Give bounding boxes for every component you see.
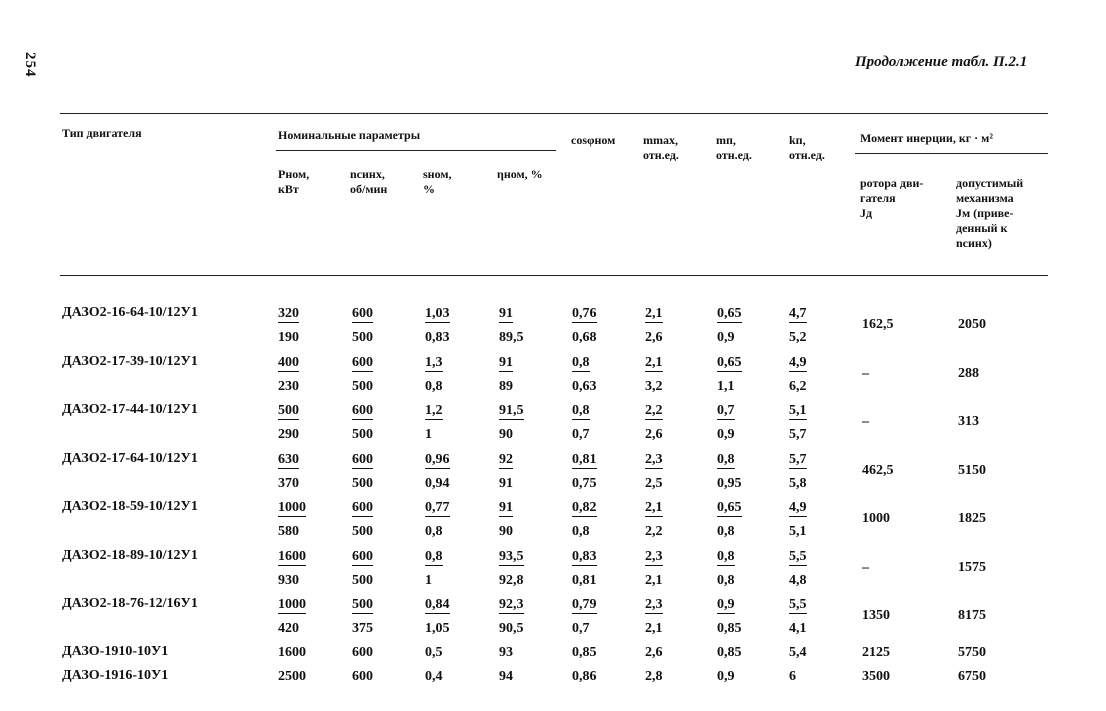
nominal-value: 0,8: [425, 548, 443, 564]
nominal-value: 0,82: [572, 500, 597, 515]
mechanism-inertia: 2050: [958, 317, 986, 332]
reduced-value: 0,8: [717, 572, 735, 588]
reduced-value: 5,7: [789, 427, 807, 442]
nominal-value: 2,3: [645, 597, 663, 612]
reduced-value: 0,8: [425, 378, 443, 394]
reduced-value: 90: [499, 524, 513, 539]
param-value: 6: [789, 669, 796, 684]
reduced-value: 1,1: [717, 378, 735, 394]
reduced-value: 5,8: [789, 475, 807, 491]
nominal-value: 0,84: [425, 597, 450, 612]
reduced-value: 0,81: [572, 572, 597, 588]
reduced-value: 500: [352, 475, 373, 491]
reduced-value: 1: [425, 427, 432, 442]
nominal-value: 5,1: [789, 403, 807, 418]
param-value: 0,86: [572, 669, 597, 684]
nominal-value: 320: [278, 306, 299, 321]
param-value: 600: [352, 669, 373, 684]
mechanism-inertia: 6750: [958, 669, 986, 684]
rotor-inertia: 162,5: [862, 317, 894, 332]
reduced-value: 2,5: [645, 475, 663, 491]
mechanism-inertia: 5150: [958, 462, 986, 478]
param-value: 0,85: [717, 645, 742, 660]
reduced-value: 0,95: [717, 475, 742, 491]
nominal-value: 4,9: [789, 354, 807, 370]
nominal-value: 0,8: [717, 548, 735, 564]
mechanism-inertia: 313: [958, 414, 979, 429]
reduced-value: 580: [278, 524, 299, 539]
nominal-value: 4,7: [789, 306, 807, 321]
nominal-value: 0,79: [572, 597, 597, 612]
rotor-inertia: 1000: [862, 511, 890, 526]
page-number: 254: [22, 52, 38, 78]
motor-type: ДАЗО2-18-59-10/12У1: [62, 499, 198, 514]
reduced-value: 1,05: [425, 621, 450, 636]
nominal-value: 0,8: [572, 403, 590, 418]
nominal-value: 1600: [278, 548, 306, 564]
mechanism-inertia: 1825: [958, 511, 986, 526]
param-value: 0,9: [717, 669, 735, 684]
rotor-inertia: –: [862, 414, 869, 429]
reduced-value: 930: [278, 572, 299, 588]
mechanism-inertia: 8175: [958, 608, 986, 623]
nominal-value: 1,03: [425, 306, 450, 321]
nominal-value: 600: [352, 500, 373, 515]
reduced-value: 0,63: [572, 378, 597, 394]
reduced-value: 5,2: [789, 330, 807, 345]
motor-type: ДАЗО2-17-39-10/12У1: [62, 353, 198, 369]
motor-type: ДАЗО-1910-10У1: [62, 644, 169, 659]
reduced-value: 2,1: [645, 572, 663, 588]
reduced-value: 4,1: [789, 621, 807, 636]
nominal-value: 0,81: [572, 451, 597, 467]
reduced-value: 0,94: [425, 475, 450, 491]
header-type: Тип двигателя: [62, 126, 142, 140]
nominal-value: 92: [499, 451, 513, 467]
nominal-value: 5,5: [789, 597, 807, 612]
reduced-value: 500: [352, 330, 373, 345]
reduced-value: 190: [278, 330, 299, 345]
header-kp: kп, отн.ед.: [789, 133, 825, 162]
nominal-value: 600: [352, 451, 373, 467]
nominal-value: 93,5: [499, 548, 524, 564]
nominal-value: 2,3: [645, 548, 663, 564]
reduced-value: 370: [278, 475, 299, 491]
reduced-value: 2,6: [645, 330, 663, 345]
reduced-value: 2,6: [645, 427, 663, 442]
param-value: 0,85: [572, 645, 597, 660]
nominal-value: 2,1: [645, 306, 663, 321]
reduced-value: 3,2: [645, 378, 663, 394]
reduced-value: 0,8: [717, 524, 735, 539]
reduced-value: 500: [352, 524, 373, 539]
motor-type: ДАЗО2-16-64-10/12У1: [62, 305, 198, 320]
reduced-value: 500: [352, 572, 373, 588]
motor-type: ДАЗО2-18-89-10/12У1: [62, 547, 198, 563]
reduced-value: 5,1: [789, 524, 807, 539]
rotor-inertia: 2125: [862, 645, 890, 660]
param-value: 2,8: [645, 669, 663, 684]
rotor-inertia: 462,5: [862, 462, 894, 478]
reduced-value: 1: [425, 572, 432, 588]
param-value: 2500: [278, 669, 306, 684]
mechanism-inertia: 1575: [958, 559, 986, 575]
param-value: 1600: [278, 645, 306, 660]
header-n: nсинх, об/мин: [350, 167, 388, 196]
reduced-value: 0,85: [717, 621, 742, 636]
reduced-value: 90: [499, 427, 513, 442]
nominal-value: 500: [278, 403, 299, 418]
reduced-value: 4,8: [789, 572, 807, 588]
header-mmax: mmax, отн.ед.: [643, 133, 679, 162]
inertia-rule: [855, 153, 1048, 154]
table-caption: Продолжение табл. П.2.1: [855, 54, 1028, 70]
nominal-rule: [276, 150, 556, 151]
nominal-value: 5,7: [789, 451, 807, 467]
nominal-value: 0,76: [572, 306, 597, 321]
mechanism-inertia: 5750: [958, 645, 986, 660]
nominal-value: 2,1: [645, 354, 663, 370]
param-value: 2,6: [645, 645, 663, 660]
nominal-value: 91: [499, 354, 513, 370]
nominal-value: 91,5: [499, 403, 524, 418]
nominal-value: 0,9: [717, 597, 735, 612]
reduced-value: 0,7: [572, 621, 590, 636]
header-mechanism: допустимый механизма Jм (приве- денный к nсинх): [956, 176, 1024, 250]
reduced-value: 420: [278, 621, 299, 636]
nominal-value: 92,3: [499, 597, 524, 612]
nominal-value: 2,1: [645, 500, 663, 515]
nominal-value: 0,83: [572, 548, 597, 564]
nominal-value: 600: [352, 403, 373, 418]
nominal-value: 0,65: [717, 500, 742, 515]
header-inertia: Момент инерции, кг · м²: [860, 131, 993, 145]
rotor-inertia: 1350: [862, 608, 890, 623]
reduced-value: 89,5: [499, 330, 524, 345]
reduced-value: 230: [278, 378, 299, 394]
nominal-value: 600: [352, 548, 373, 564]
nominal-value: 0,8: [572, 354, 590, 370]
reduced-value: 0,83: [425, 330, 450, 345]
nominal-value: 1000: [278, 500, 306, 515]
nominal-value: 0,65: [717, 306, 742, 321]
param-value: 0,5: [425, 645, 443, 660]
nominal-value: 1000: [278, 597, 306, 612]
nominal-value: 0,65: [717, 354, 742, 370]
reduced-value: 2,2: [645, 524, 663, 539]
nominal-value: 2,3: [645, 451, 663, 467]
motor-type: ДАЗО-1916-10У1: [62, 668, 169, 683]
nominal-value: 600: [352, 306, 373, 321]
reduced-value: 0,8: [572, 524, 590, 539]
reduced-value: 375: [352, 621, 373, 636]
motor-type: ДАЗО2-17-44-10/12У1: [62, 402, 198, 417]
reduced-value: 89: [499, 378, 513, 394]
reduced-value: 0,7: [572, 427, 590, 442]
param-value: 600: [352, 645, 373, 660]
nominal-value: 500: [352, 597, 373, 612]
nominal-value: 4,9: [789, 500, 807, 515]
reduced-value: 0,75: [572, 475, 597, 491]
rotor-inertia: –: [862, 365, 869, 381]
reduced-value: 290: [278, 427, 299, 442]
rotor-inertia: –: [862, 559, 869, 575]
param-value: 93: [499, 645, 513, 660]
nominal-value: 630: [278, 451, 299, 467]
nominal-value: 400: [278, 354, 299, 370]
mechanism-inertia: 288: [958, 365, 979, 381]
motor-type: ДАЗО2-18-76-12/16У1: [62, 596, 198, 611]
nominal-value: 600: [352, 354, 373, 370]
header-nominal: Номинальные параметры: [278, 128, 421, 142]
header-bottom-rule: [60, 275, 1048, 276]
reduced-value: 0,8: [425, 524, 443, 539]
reduced-value: 91: [499, 475, 513, 491]
header-cos: cosφном: [571, 133, 616, 147]
header-p: Pном, кВт: [278, 167, 310, 196]
reduced-value: 2,1: [645, 621, 663, 636]
reduced-value: 0,68: [572, 330, 597, 345]
reduced-value: 500: [352, 427, 373, 442]
reduced-value: 92,8: [499, 572, 524, 588]
nominal-value: 0,77: [425, 500, 450, 515]
motor-type: ДАЗО2-17-64-10/12У1: [62, 450, 198, 466]
nominal-value: 2,2: [645, 403, 663, 418]
reduced-value: 90,5: [499, 621, 524, 636]
header-rotor: ротора дви- гателя Jд: [860, 176, 924, 220]
nominal-value: 91: [499, 500, 513, 515]
nominal-value: 0,7: [717, 403, 735, 418]
header-eta: ηном, %: [497, 167, 543, 181]
nominal-value: 1,2: [425, 403, 443, 418]
nominal-value: 1,3: [425, 354, 443, 370]
param-value: 94: [499, 669, 513, 684]
nominal-value: 0,8: [717, 451, 735, 467]
header-mp: mп, отн.ед.: [716, 133, 752, 162]
param-value: 5,4: [789, 645, 807, 660]
reduced-value: 0,9: [717, 427, 735, 442]
reduced-value: 0,9: [717, 330, 735, 345]
nominal-value: 0,96: [425, 451, 450, 467]
reduced-value: 500: [352, 378, 373, 394]
nominal-value: 91: [499, 306, 513, 321]
param-value: 0,4: [425, 669, 443, 684]
top-rule: [60, 113, 1048, 114]
nominal-value: 5,5: [789, 548, 807, 564]
rotor-inertia: 3500: [862, 669, 890, 684]
reduced-value: 6,2: [789, 378, 807, 394]
header-s: sном, %: [423, 167, 452, 196]
